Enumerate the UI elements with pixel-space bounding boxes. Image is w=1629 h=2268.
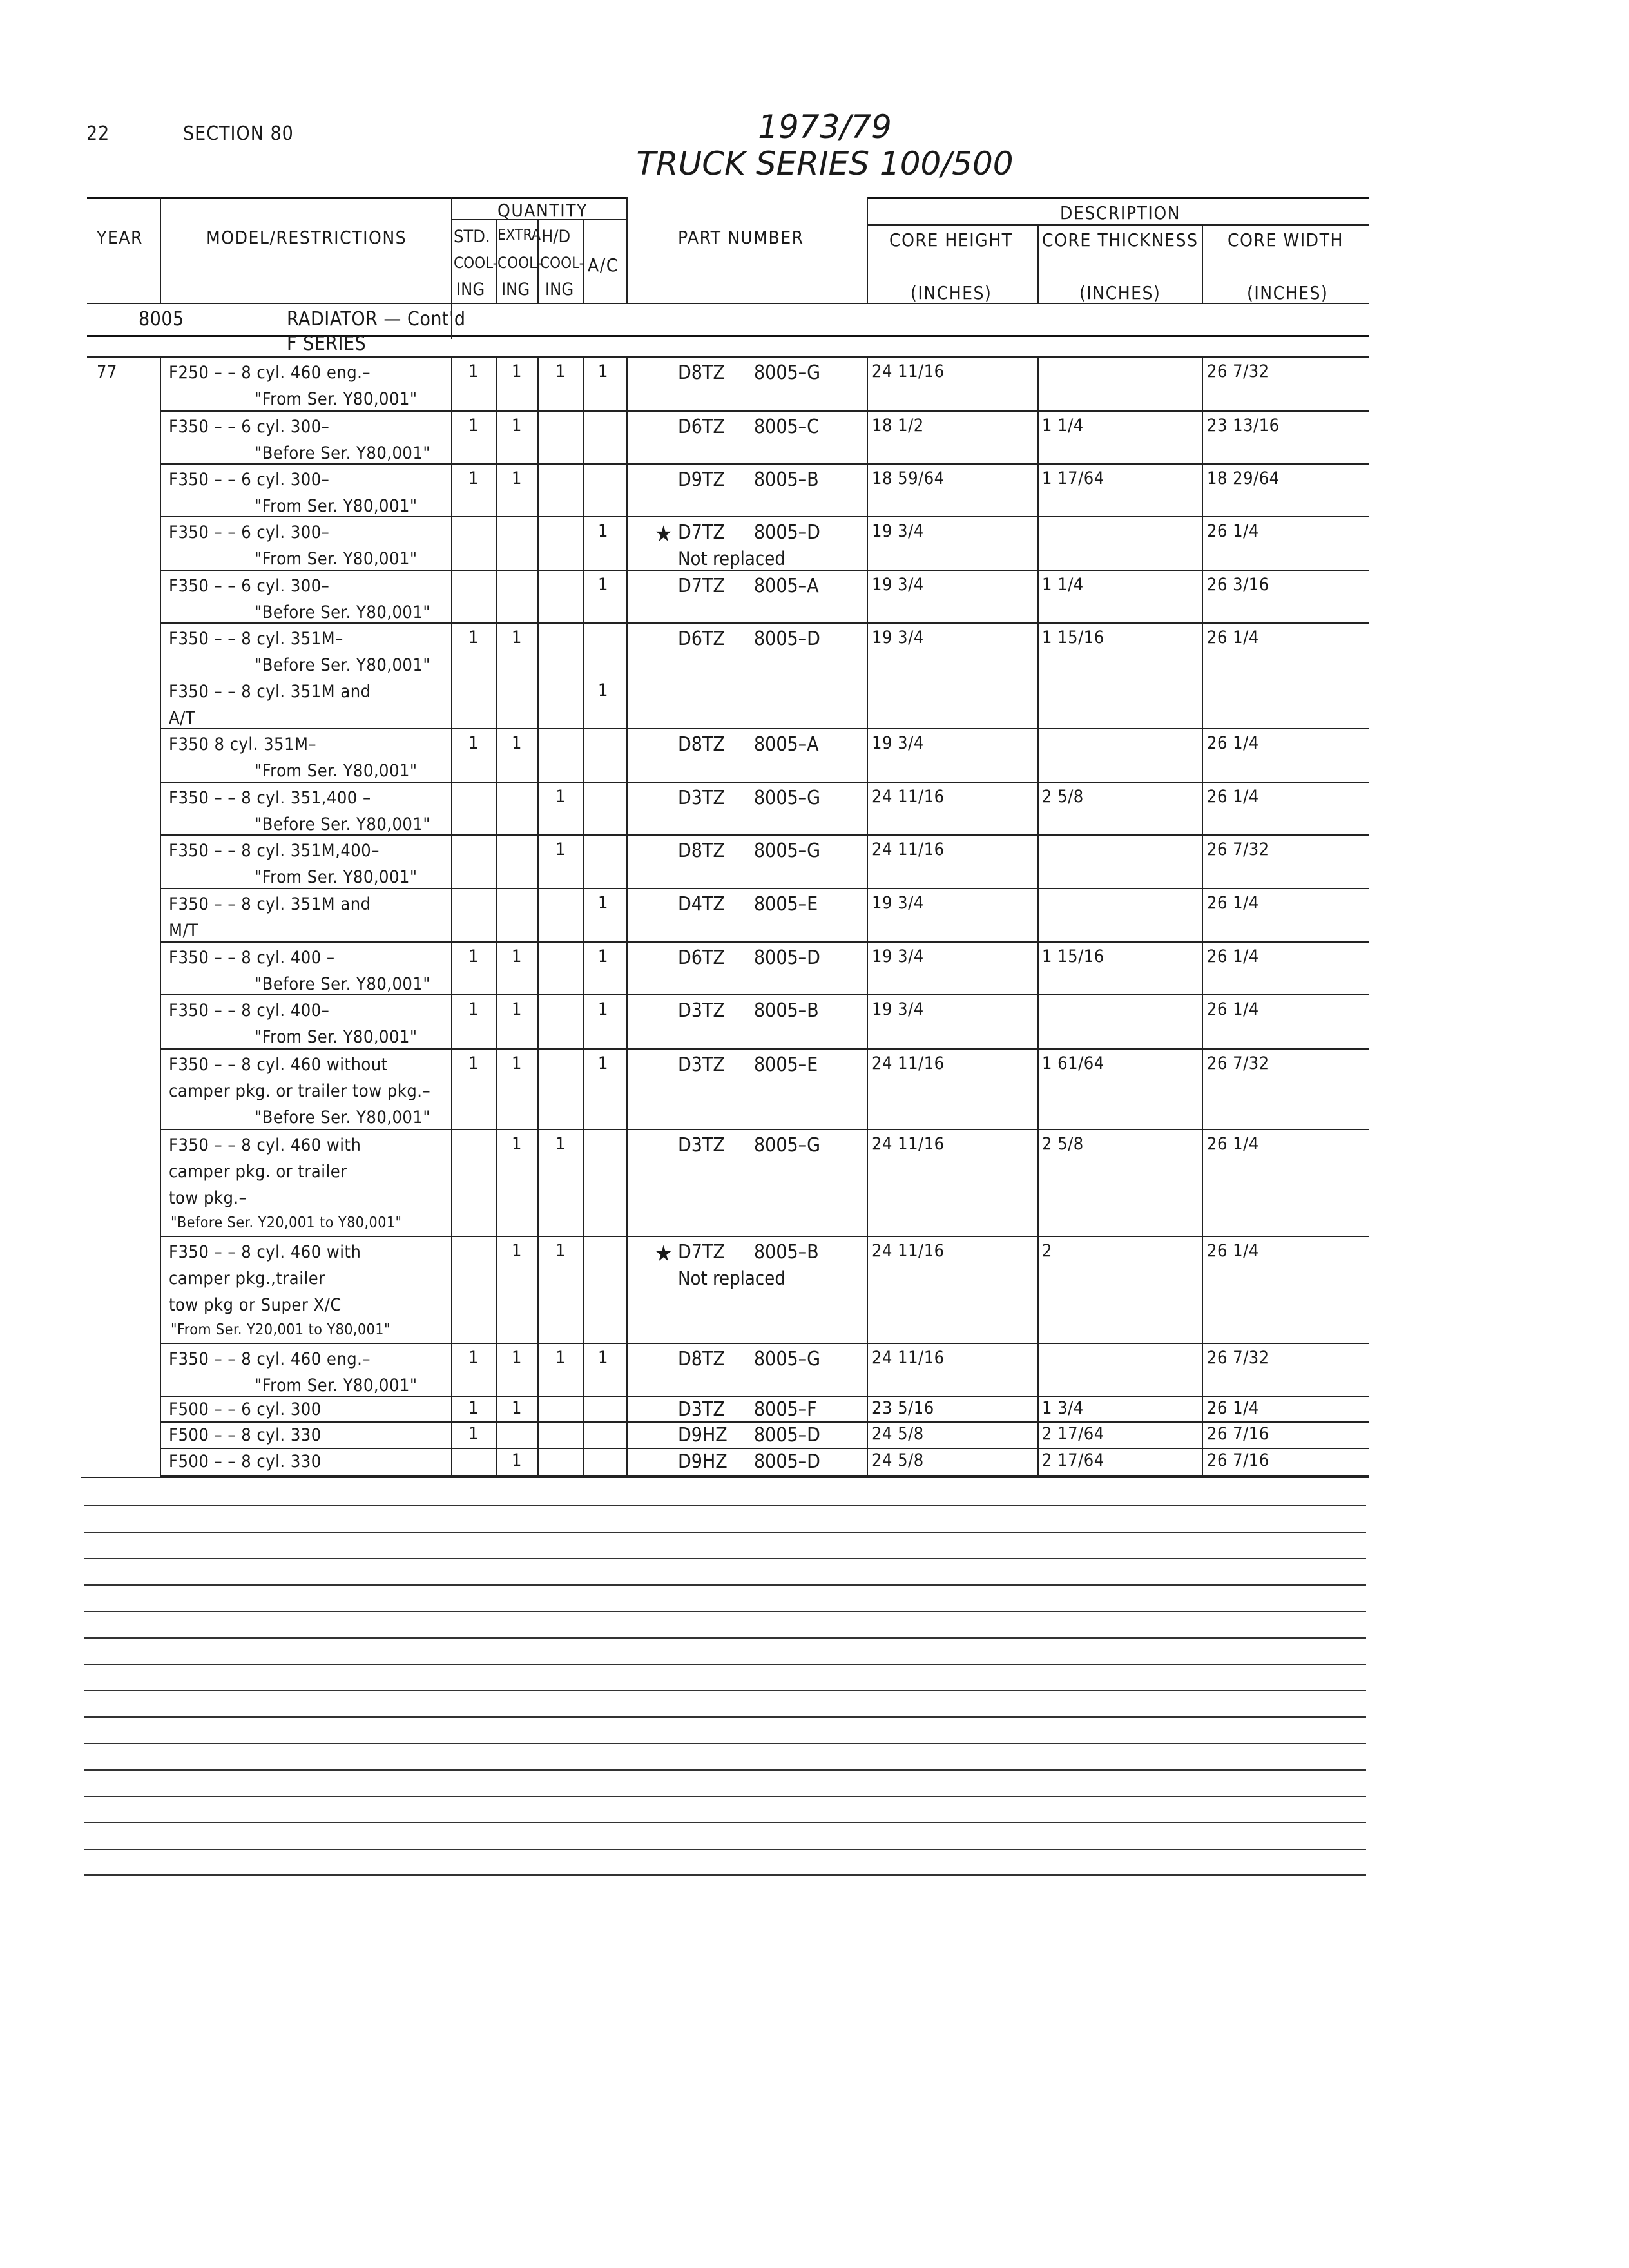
qty-ac: 1 bbox=[598, 1053, 608, 1073]
qty-extra-cooling: 1 bbox=[512, 1398, 522, 1418]
model-restriction-text: tow pkg or Super X/C bbox=[169, 1295, 342, 1315]
core-width-value: 26 1/4 bbox=[1207, 999, 1259, 1019]
table-row bbox=[0, 941, 1629, 994]
core-height-value: 24 5/8 bbox=[872, 1424, 924, 1444]
model-restriction-text: F350 – – 8 cyl. 460 with bbox=[169, 1242, 361, 1262]
core-width-value: 18 29/64 bbox=[1207, 468, 1280, 488]
model-restriction-text: "Before Ser. Y80,001" bbox=[255, 1108, 430, 1128]
qty-ac: 1 bbox=[598, 680, 608, 700]
qty-extra-cooling: 1 bbox=[512, 947, 522, 966]
qty-std-cooling: 1 bbox=[468, 1424, 479, 1444]
part-number-base: 8005–G bbox=[754, 787, 821, 809]
ruled-line bbox=[84, 1558, 1366, 1559]
part-number-base: 8005–D bbox=[754, 1450, 820, 1473]
table-row bbox=[0, 516, 1629, 570]
core-width-value: 26 7/16 bbox=[1207, 1424, 1269, 1444]
model-restriction-text: F350 – – 8 cyl. 351M,400– bbox=[169, 841, 380, 861]
part-number-base: 8005–D bbox=[754, 628, 820, 650]
core-thickness-value: 1 17/64 bbox=[1042, 468, 1104, 488]
col-header-year: YEAR bbox=[97, 227, 144, 248]
model-restriction-text: F250 – – 8 cyl. 460 eng.– bbox=[169, 363, 371, 383]
core-width-value: 26 1/4 bbox=[1207, 628, 1259, 648]
part-note: Not replaced bbox=[678, 548, 786, 570]
model-restriction-text: "From Ser. Y80,001" bbox=[255, 867, 418, 887]
model-restriction-text: F350 – – 6 cyl. 300– bbox=[169, 470, 330, 490]
qty-extra-cooling: 1 bbox=[512, 1053, 522, 1073]
qty-hd-cooling: 1 bbox=[555, 1241, 566, 1261]
part-note: Not replaced bbox=[678, 1267, 786, 1289]
model-restriction-text: "From Ser. Y80,001" bbox=[255, 549, 418, 569]
qty-std-cooling: 1 bbox=[468, 361, 479, 381]
core-thickness-value: 1 61/64 bbox=[1042, 1053, 1104, 1073]
table-row bbox=[0, 1421, 1629, 1448]
core-height-value: 19 3/4 bbox=[872, 575, 924, 595]
part-number-prefix: D6TZ bbox=[678, 628, 725, 650]
ruled-line bbox=[84, 1874, 1366, 1876]
part-number-base: 8005–F bbox=[754, 1398, 817, 1421]
model-restriction-text: F350 – – 8 cyl. 351,400 – bbox=[169, 788, 371, 808]
ruled-line bbox=[84, 1664, 1366, 1665]
core-thickness-value: 2 5/8 bbox=[1042, 787, 1084, 807]
page-title-line1: 1973/79 bbox=[758, 108, 892, 146]
model-restriction-text: "Before Ser. Y80,001" bbox=[255, 814, 430, 834]
model-restriction-text: F350 – – 6 cyl. 300– bbox=[169, 417, 330, 437]
table-row bbox=[0, 410, 1629, 463]
core-thickness-value: 2 17/64 bbox=[1042, 1424, 1104, 1444]
model-restriction-text: "From Ser. Y20,001 to Y80,001" bbox=[171, 1321, 390, 1338]
core-height-value: 18 59/64 bbox=[872, 468, 945, 488]
qty-ac: 1 bbox=[598, 361, 608, 381]
series-title: F SERIES bbox=[287, 332, 367, 355]
table-row bbox=[0, 622, 1629, 728]
model-restriction-text: "Before Ser. Y80,001" bbox=[255, 974, 430, 994]
model-restriction-text: M/T bbox=[169, 921, 198, 941]
model-restriction-text: "From Ser. Y80,001" bbox=[255, 496, 418, 516]
col-header-description: DESCRIPTION bbox=[1060, 202, 1181, 224]
core-height-value: 19 3/4 bbox=[872, 947, 924, 966]
model-restriction-text: F350 – – 8 cyl. 351M and bbox=[169, 682, 371, 702]
star-icon: ★ bbox=[655, 1241, 673, 1267]
table-row bbox=[0, 1236, 1629, 1343]
part-number-base: 8005–G bbox=[754, 361, 821, 384]
group-code: 8005 bbox=[139, 308, 184, 331]
model-restriction-text: tow pkg.– bbox=[169, 1188, 247, 1208]
qty-hd-cooling: 1 bbox=[555, 361, 566, 381]
core-height-value: 24 11/16 bbox=[872, 1348, 945, 1368]
core-width-value: 26 7/32 bbox=[1207, 1053, 1269, 1073]
qty-ac: 1 bbox=[598, 999, 608, 1019]
part-number-base: 8005–G bbox=[754, 1348, 821, 1370]
core-width-value: 26 1/4 bbox=[1207, 733, 1259, 753]
qty-std-cooling: 1 bbox=[468, 468, 479, 488]
qty-extra-cooling: 1 bbox=[512, 361, 522, 381]
part-number-prefix: D3TZ bbox=[678, 1398, 725, 1421]
part-number-prefix: D9HZ bbox=[678, 1424, 728, 1446]
core-width-value: 26 7/16 bbox=[1207, 1450, 1269, 1470]
ruled-line bbox=[84, 1611, 1366, 1612]
part-number-base: 8005–D bbox=[754, 1424, 820, 1446]
model-restriction-text: F350 – – 8 cyl. 460 eng.– bbox=[169, 1349, 371, 1369]
part-number-prefix: D6TZ bbox=[678, 416, 725, 438]
ruled-line bbox=[84, 1743, 1366, 1744]
qty-hd-cooling: 1 bbox=[555, 1348, 566, 1368]
part-number-prefix: D7TZ bbox=[678, 521, 725, 544]
part-number-prefix: D3TZ bbox=[678, 1053, 725, 1076]
qty-std-cooling: 1 bbox=[468, 1053, 479, 1073]
part-number-base: 8005–G bbox=[754, 1134, 821, 1157]
table-row bbox=[0, 463, 1629, 516]
ruled-line bbox=[84, 1505, 1366, 1506]
part-number-prefix: D6TZ bbox=[678, 947, 725, 969]
core-width-value: 26 1/4 bbox=[1207, 1398, 1259, 1418]
table-row bbox=[0, 994, 1629, 1048]
model-restriction-text: "From Ser. Y80,001" bbox=[255, 1376, 418, 1396]
model-restriction-text: "Before Ser. Y80,001" bbox=[255, 655, 430, 675]
model-restriction-text: F500 – – 8 cyl. 330 bbox=[169, 1425, 322, 1445]
col-header-extra: EXTRA bbox=[497, 227, 541, 244]
part-number-prefix: D7TZ bbox=[678, 1241, 725, 1264]
col-header-quantity: QUANTITY bbox=[497, 200, 588, 221]
model-restriction-text: F350 – – 8 cyl. 460 with bbox=[169, 1135, 361, 1155]
part-number-prefix: D8TZ bbox=[678, 361, 725, 384]
core-height-value: 19 3/4 bbox=[872, 628, 924, 648]
qty-ac: 1 bbox=[598, 575, 608, 595]
part-number-prefix: D7TZ bbox=[678, 575, 725, 597]
table-row bbox=[0, 1396, 1629, 1421]
model-restriction-text: F350 – – 8 cyl. 460 without bbox=[169, 1055, 388, 1075]
table-row bbox=[0, 1343, 1629, 1396]
part-number-base: 8005–D bbox=[754, 521, 820, 544]
part-number-base: 8005–C bbox=[754, 416, 820, 438]
qty-ac: 1 bbox=[598, 893, 608, 913]
model-restriction-text: "From Ser. Y80,001" bbox=[255, 761, 418, 781]
qty-std-cooling: 1 bbox=[468, 628, 479, 648]
qty-extra-cooling: 1 bbox=[512, 1348, 522, 1368]
core-height-value: 24 5/8 bbox=[872, 1450, 924, 1470]
core-thickness-value: 1 15/16 bbox=[1042, 628, 1104, 648]
section-label: SECTION 80 bbox=[183, 122, 294, 145]
qty-extra-cooling: 1 bbox=[512, 416, 522, 436]
core-height-value: 24 11/16 bbox=[872, 787, 945, 807]
ruled-line bbox=[84, 1849, 1366, 1850]
core-height-value: 23 5/16 bbox=[872, 1398, 934, 1418]
col-header-part-number: PART NUMBER bbox=[678, 227, 804, 248]
core-height-value: 19 3/4 bbox=[872, 893, 924, 913]
part-number-prefix: D8TZ bbox=[678, 840, 725, 862]
model-restriction-text: camper pkg.,trailer bbox=[169, 1269, 325, 1289]
part-number-prefix: D8TZ bbox=[678, 733, 725, 756]
table-row bbox=[0, 888, 1629, 941]
core-thickness-value: 1 1/4 bbox=[1042, 575, 1084, 595]
core-thickness-value: 1 15/16 bbox=[1042, 947, 1104, 966]
model-restriction-text: F350 – – 8 cyl. 400 – bbox=[169, 948, 335, 968]
part-number-prefix: D9TZ bbox=[678, 468, 725, 491]
part-number-prefix: D3TZ bbox=[678, 999, 725, 1022]
ruled-line bbox=[84, 1716, 1366, 1718]
group-name: RADIATOR — Cont'd bbox=[287, 308, 466, 331]
core-width-value: 26 1/4 bbox=[1207, 1241, 1259, 1261]
star-icon: ★ bbox=[655, 521, 673, 547]
part-number-prefix: D3TZ bbox=[678, 1134, 725, 1157]
core-height-value: 24 11/16 bbox=[872, 1134, 945, 1154]
col-header-core-width: CORE WIDTH bbox=[1228, 229, 1344, 251]
part-number-prefix: D3TZ bbox=[678, 787, 725, 809]
core-thickness-value: 1 1/4 bbox=[1042, 416, 1084, 436]
model-restriction-text: F500 – – 8 cyl. 330 bbox=[169, 1452, 322, 1472]
core-thickness-value: 2 bbox=[1042, 1241, 1052, 1261]
core-height-value: 24 11/16 bbox=[872, 361, 945, 381]
ruled-line bbox=[84, 1690, 1366, 1691]
qty-extra-cooling: 1 bbox=[512, 1450, 522, 1470]
ruled-line bbox=[84, 1796, 1366, 1797]
table-row bbox=[0, 1448, 1629, 1475]
part-number-base: 8005–E bbox=[754, 1053, 818, 1076]
core-height-value: 19 3/4 bbox=[872, 521, 924, 541]
model-restriction-text: "From Ser. Y80,001" bbox=[255, 1027, 418, 1047]
core-height-value: 24 11/16 bbox=[872, 840, 945, 860]
model-restriction-text: F350 – – 8 cyl. 400– bbox=[169, 1001, 330, 1021]
part-number-prefix: D4TZ bbox=[678, 893, 725, 916]
qty-std-cooling: 1 bbox=[468, 947, 479, 966]
qty-extra-cooling: 1 bbox=[512, 468, 522, 488]
model-restriction-text: camper pkg. or trailer bbox=[169, 1162, 347, 1182]
core-thickness-value: 2 5/8 bbox=[1042, 1134, 1084, 1154]
table-row bbox=[0, 570, 1629, 622]
ruled-line bbox=[84, 1769, 1366, 1771]
core-width-value: 26 1/4 bbox=[1207, 947, 1259, 966]
qty-std-cooling: 1 bbox=[468, 733, 479, 753]
part-number-base: 8005–G bbox=[754, 840, 821, 862]
qty-std-cooling: 1 bbox=[468, 999, 479, 1019]
model-restriction-text: "From Ser. Y80,001" bbox=[255, 389, 418, 409]
core-height-value: 18 1/2 bbox=[872, 416, 924, 436]
qty-ac: 1 bbox=[598, 521, 608, 541]
model-restriction-text: F350 – – 8 cyl. 351M and bbox=[169, 894, 371, 914]
ruled-line bbox=[84, 1637, 1366, 1639]
model-restriction-text: F350 8 cyl. 351M– bbox=[169, 735, 317, 754]
core-width-value: 26 3/16 bbox=[1207, 575, 1269, 595]
col-header-core-height: CORE HEIGHT bbox=[889, 229, 1013, 251]
qty-extra-cooling: 1 bbox=[512, 1241, 522, 1261]
part-number-base: 8005–E bbox=[754, 893, 818, 916]
qty-hd-cooling: 1 bbox=[555, 787, 566, 807]
core-width-value: 26 1/4 bbox=[1207, 1134, 1259, 1154]
model-restriction-text: A/T bbox=[169, 708, 196, 728]
part-number-prefix: D8TZ bbox=[678, 1348, 725, 1370]
part-number-base: 8005–A bbox=[754, 733, 819, 756]
core-width-value: 26 7/32 bbox=[1207, 361, 1269, 381]
core-height-value: 24 11/16 bbox=[872, 1241, 945, 1261]
core-width-value: 26 1/4 bbox=[1207, 893, 1259, 913]
qty-extra-cooling: 1 bbox=[512, 1134, 522, 1154]
qty-hd-cooling: 1 bbox=[555, 1134, 566, 1154]
ruled-line bbox=[84, 1532, 1366, 1533]
model-restriction-text: "Before Ser. Y80,001" bbox=[255, 602, 430, 622]
table-row bbox=[0, 728, 1629, 782]
qty-extra-cooling: 1 bbox=[512, 733, 522, 753]
qty-std-cooling: 1 bbox=[468, 416, 479, 436]
core-thickness-value: 2 17/64 bbox=[1042, 1450, 1104, 1470]
model-restriction-text: F350 – – 6 cyl. 300– bbox=[169, 576, 330, 596]
core-width-value: 26 7/32 bbox=[1207, 840, 1269, 860]
table-row bbox=[0, 356, 1629, 410]
part-number-base: 8005–B bbox=[754, 468, 819, 491]
core-width-value: 26 7/32 bbox=[1207, 1348, 1269, 1368]
model-restriction-text: F350 – – 6 cyl. 300– bbox=[169, 523, 330, 543]
model-restriction-text: "Before Ser. Y20,001 to Y80,001" bbox=[171, 1215, 402, 1231]
part-number-prefix: D9HZ bbox=[678, 1450, 728, 1473]
ruled-line bbox=[84, 1584, 1366, 1586]
qty-ac: 1 bbox=[598, 1348, 608, 1368]
qty-std-cooling: 1 bbox=[468, 1348, 479, 1368]
part-number-base: 8005–A bbox=[754, 575, 819, 597]
model-restriction-text: F350 – – 8 cyl. 351M– bbox=[169, 629, 343, 649]
part-number-base: 8005–D bbox=[754, 947, 820, 969]
core-thickness-value: 1 3/4 bbox=[1042, 1398, 1084, 1418]
col-header-model: MODEL/RESTRICTIONS bbox=[206, 227, 407, 248]
core-width-value: 26 1/4 bbox=[1207, 521, 1259, 541]
page-number: 22 bbox=[86, 122, 110, 145]
col-header-ac: A/C bbox=[588, 255, 619, 276]
qty-hd-cooling: 1 bbox=[555, 840, 566, 860]
table-row bbox=[0, 834, 1629, 888]
core-height-value: 19 3/4 bbox=[872, 733, 924, 753]
part-number-base: 8005–B bbox=[754, 1241, 819, 1264]
core-width-value: 23 13/16 bbox=[1207, 416, 1280, 436]
model-restriction-text: "Before Ser. Y80,001" bbox=[255, 443, 430, 463]
table-row bbox=[0, 1129, 1629, 1236]
col-header-core-thickness: CORE THICKNESS bbox=[1042, 229, 1199, 251]
qty-extra-cooling: 1 bbox=[512, 999, 522, 1019]
ruled-line bbox=[84, 1822, 1366, 1823]
col-header-hd: H/D bbox=[541, 227, 571, 247]
qty-extra-cooling: 1 bbox=[512, 628, 522, 648]
model-restriction-text: camper pkg. or trailer tow pkg.– bbox=[169, 1081, 431, 1101]
part-number-base: 8005–B bbox=[754, 999, 819, 1022]
core-height-value: 24 11/16 bbox=[872, 1053, 945, 1073]
table-row bbox=[0, 782, 1629, 834]
core-height-value: 19 3/4 bbox=[872, 999, 924, 1019]
model-restriction-text: F500 – – 6 cyl. 300 bbox=[169, 1399, 322, 1419]
year-value: 77 bbox=[97, 362, 117, 382]
table-row bbox=[0, 1048, 1629, 1129]
qty-ac: 1 bbox=[598, 947, 608, 966]
page-title-line2: TRUCK SERIES 100/500 bbox=[636, 145, 1014, 182]
qty-std-cooling: 1 bbox=[468, 1398, 479, 1418]
core-width-value: 26 1/4 bbox=[1207, 787, 1259, 807]
col-header-std: STD. bbox=[454, 227, 490, 247]
